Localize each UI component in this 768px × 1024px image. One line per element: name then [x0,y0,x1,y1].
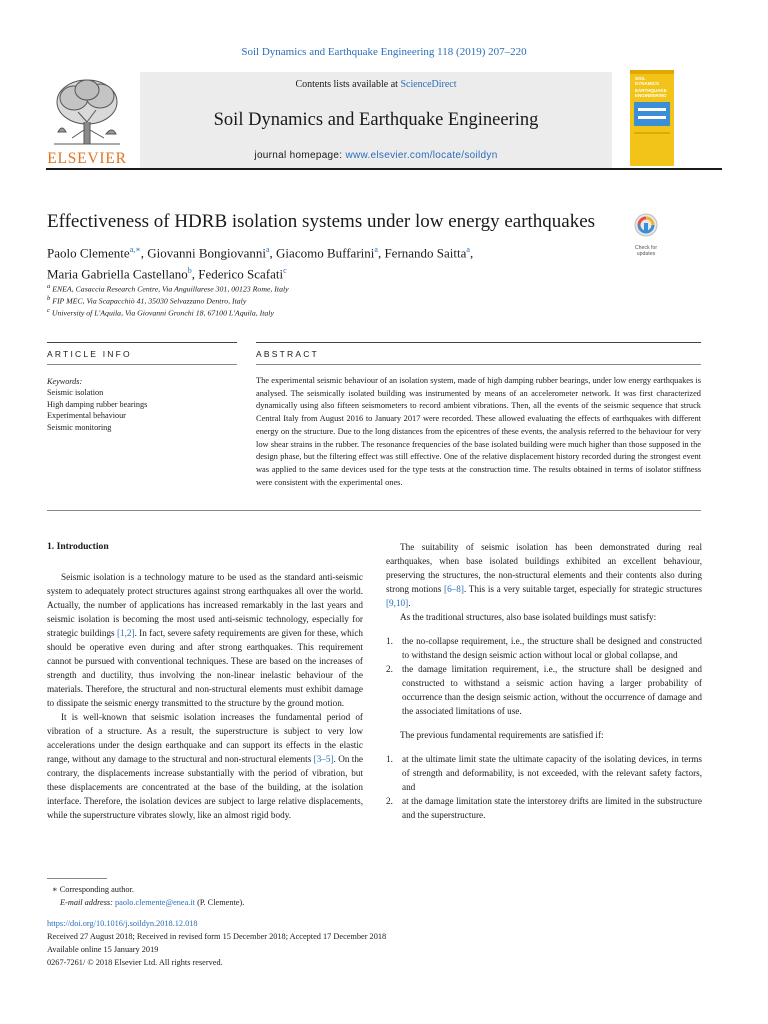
check-updates-line: Check for [634,245,658,251]
abstract-label: ABSTRACT [256,349,319,359]
keywords-block [47,376,237,433]
affil-text: ENEA, Casaccia Research Centre, Via Anguillarese 301, 00123 Rome, Italy [52,284,289,294]
list-item [386,634,702,662]
citation-link[interactable]: [9,10] [386,598,409,608]
elsevier-wordmark: ELSEVIER [47,150,127,167]
citation-link[interactable]: [6–8] [444,584,464,594]
cover-title-line: EARTHQUAKE [635,88,667,93]
paragraph: As the traditional structures, also base isolated buildings must satisfy: [400,612,657,622]
paragraph-text: . This is a very suitable target, especially for strategic structures [463,584,702,594]
corresponding-label: Corresponding author. [59,885,134,894]
list-text: at the damage limitation state the interstorey drifts are limited in the substructure and the superstructure. [402,796,702,820]
asterisk-mark: ∗ [52,885,60,894]
citation-link[interactable]: [3–5] [313,754,334,764]
check-updates-line: updates [636,251,656,257]
paragraph-text: . [408,598,411,608]
list-number: 2. [386,796,393,806]
journal-title: Soil Dynamics and Earthquake Engineering [213,110,539,130]
author-name[interactable]: Federico Scafati [198,266,284,282]
paragraph-text: Seismic isolation is a technology mature to be used as the standard anti-seismic system to adequately protect structures against strong earthquakes all over the world. Actually, the number of applications has increased remarkably in the last years and seismic isolation is becoming the most used anti-seismic technology, especially for strategic buildings [47,572,363,638]
author-affil-sup[interactable]: a [374,245,378,254]
author-name[interactable]: Giacomo Buffarini [276,245,375,261]
sciencedirect-link[interactable]: ScienceDirect [400,79,457,90]
journal-citation[interactable]: Soil Dynamics and Earthquake Engineering 118 (2019) 207–220 [241,46,527,58]
affil-text: University of L'Aquila, Via Giovanni Gronchi 18, 67100 L'Aquila, Italy [51,308,274,318]
author-name[interactable]: Maria Gabriella Castellano [47,266,188,282]
author-affil-sup[interactable]: a [265,245,270,254]
paragraph [47,570,363,710]
section-heading: 1. Introduction [47,541,109,552]
paragraph-text: . In fact, severe safety requirements are given for these, which should be operative even during and after strong earthquakes. This requirement cannot be pursued with conventional techniques. These are based on the increases of strength and ductility, thus involving the non-linear inelastic behaviour of the materials. Therefore, the structural and non-structural elements must exhibit damage to dissipate the seismic energy transmitted to the structure by the ground motion. [47,628,364,708]
check-for-updates-badge[interactable] [626,212,666,257]
keyword: Experimental behaviour [47,411,126,421]
copyright-line: 0267-7261/ © 2018 Elsevier Ltd. All rights reserved. [47,958,223,967]
contents-line [140,79,612,90]
cover-title-line: DYNAMICS [635,81,660,86]
author-affil-sup[interactable]: a,∗ [129,245,141,254]
info-top-rule [47,342,237,343]
list-item [386,794,702,822]
paragraph [386,540,702,610]
list-item [386,752,702,794]
cover-title-line: SOIL [635,76,646,81]
cover-title-line: ENGINEERING [635,93,667,98]
footnote-rule [47,878,107,879]
abstract-text: The experimental seismic behaviour of an isolation system, made of high damping rubber bearings, under low energy earthquakes is analysed. The seismically isolated building was instrumented by means of an accelerometer network. It was first characterized dynamically using also fifteen seismometers to record ambient vibrations. Then, all the events of the seismic sequence that struck Central Italy from August 2016 to January 2017 were recorded. These allowed evaluating the effects of earthquakes with different energy on the structure. Due to the long distances from the epicentres of these events, the analysis referred to the behaviour for very low shear strains in the rubber. The resonance frequencies of the base isolated building were much higher than those supposed in the design phase, but the filtering effect was still effective. One of the relative displacement history recorded during the strongest event was applied to the same devices used for the type tests at the construction time. The results obtained in terms of isolator stiffness were consistent with the experimental ones. [256,376,701,487]
available-online: Available online 15 January 2019 [47,945,159,954]
homepage-link[interactable]: www.elsevier.com/locate/soildyn [345,150,498,161]
authors-line-1: Paolo Clemente$^{a,∗}$, Giovanni Bongiovanni$^a$, Giacomo Buffarini$^a$, Fernando Saitta$^a$, [47,245,474,261]
list-item [386,662,702,718]
homepage-prefix: journal homepage: [254,150,346,161]
author-affil-sup[interactable]: c [283,266,287,276]
received-dates: Received 27 August 2018; Received in revised form 15 December 2018; Accepted 17 December 2018 [47,932,387,941]
citation-link[interactable]: [1,2] [116,628,135,638]
keyword: High damping rubber bearings [47,399,148,409]
list-text: the damage limitation requirement, i.e., the structure shall be designed and constructed to withstand a seismic action having a larger probability of occurrence than the design seismic action, without the occurrence of damage and the associated limitations of use. [402,664,702,716]
authors-line-2: Maria Gabriella Castellano$^b$, Federico Scafati$^c$ [47,266,287,282]
info-sub-rule [47,364,237,365]
corresponding-author-note [52,884,134,895]
email-suffix: (P. Clemente). [197,898,245,907]
paragraph-text: The suitability of seismic isolation has been demonstrated during real earthquakes, when base isolated buildings exhibited an excellent behaviour, preserving the structures, the non-structural elements and their contents also during strong motions [386,542,702,594]
header-rule [46,168,722,170]
author-name[interactable]: Giovanni Bongiovanni [147,245,266,261]
right-column [386,540,702,822]
paragraph-text: . On the contrary, the displacements increase substantially with the period of vibration, but these displacements are concentrated at the base of the building, at the isolation interface. Therefore, the isolation devices are subject to large relative displacements, while the superstructure vibrates slowly, like an almost rigid body. [47,754,363,820]
paragraph: The previous fundamental requirements are satisfied if: [400,730,604,740]
list-number: 2. [386,664,393,674]
list-text: the no-collapse requirement, i.e., the structure shall be designed and constructed to withstand the design seismic action without local or global collapse, and [402,636,702,660]
affiliation [47,283,289,294]
affil-text: FIP MEC, Via Scapacchiò 41, 35030 Selvazzano Dentro, Italy [52,296,247,306]
affiliation [47,295,246,306]
list-number: 1. [386,754,393,764]
article-title: Effectiveness of HDRB isolation systems under low energy earthquakes [47,211,596,232]
article-info-label: ARTICLE INFO [47,349,132,359]
journal-homepage [140,150,612,161]
abstract-top-rule [256,342,701,343]
author-name[interactable]: Fernando Saitta [384,245,467,261]
list-text: at the ultimate limit state the ultimate capacity of the isolating devices, in terms of strength and deformability, is not exceeded, with the relevant safety factors, and [402,754,702,792]
author-affil-sup[interactable]: a [466,245,470,254]
keyword: Seismic isolation [47,388,104,398]
email-note [60,897,244,908]
affil-sup: b [47,295,51,302]
affiliation [47,307,274,318]
keyword: Seismic monitoring [47,422,112,432]
contents-prefix: Contents lists available at [295,79,401,90]
doi-link[interactable]: https://doi.org/10.1016/j.soildyn.2018.12.018 [47,919,198,928]
keywords-title: Keywords: [47,377,83,386]
list-number: 1. [386,636,393,646]
journal-cover-thumbnail[interactable] [630,70,674,166]
abstract-bottom-rule [47,510,701,511]
email-label: E-mail address: [60,898,113,907]
paragraph [47,710,363,822]
left-column [47,540,363,822]
email-link[interactable]: paolo.clemente@enea.it [115,898,195,907]
author-name[interactable]: Paolo Clemente [47,245,130,261]
affil-sup: c [47,307,50,314]
author-list [47,241,607,284]
author-affil-sup[interactable]: b [187,266,192,276]
paragraph-text: It is well-known that seismic isolation increases the fundamental period of vibration of a structure. As a result, the superstructure is subject to very low accelerations under the design earthquake and can support its effects in the elastic range, without any damage to the structural and non-structural elements [47,712,363,764]
check-updates-icon [626,212,666,240]
affil-sup: a [47,283,51,290]
abstract-sub-rule [256,364,701,365]
